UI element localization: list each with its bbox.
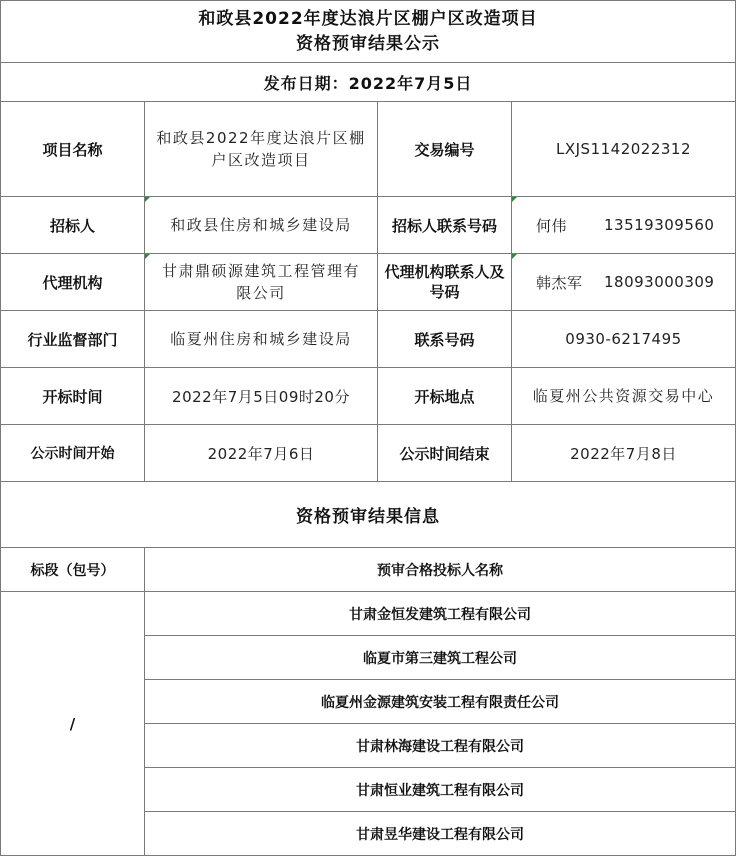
agency-contact-name: 韩杰军: [536, 273, 583, 292]
tenderer-value: 和政县住房和城乡建设局: [170, 216, 352, 234]
tenderer-contact-phone: 13519309560: [604, 216, 715, 234]
tenderer-label: 招标人: [49, 216, 95, 235]
notice-start-label: 公示时间开始: [30, 446, 115, 462]
bidder-row: 临夏市第三建筑工程公司: [363, 650, 517, 667]
notice-end-value: 2022年7月8日: [570, 444, 677, 463]
lot-column-header: 标段（包号）: [30, 562, 115, 579]
tenderer-contact-label: 招标人联系号码: [391, 216, 497, 235]
agency-value: 甘肃鼎硕源建筑工程管理有限公司: [161, 262, 360, 302]
results-section-title: 资格预审结果信息: [296, 507, 440, 527]
bidder-row: 临夏州金源建筑安装工程有限责任公司: [321, 694, 559, 711]
open-place-label: 开标地点: [414, 387, 475, 406]
tenderer-contact-name: 何伟: [536, 216, 568, 235]
notice-title: [0, 1, 736, 62]
bidder-row: 甘肃昱华建设工程有限公司: [356, 826, 524, 843]
notice-end-label: 公示时间结束: [399, 444, 490, 463]
title-line-1: 和政县2022年度达浪片区棚户区改造项目: [198, 8, 538, 29]
agency-label: 代理机构: [42, 273, 103, 292]
open-place-value: 临夏州公共资源交易中心: [532, 387, 715, 405]
supervisor-label: 行业监督部门: [27, 330, 118, 349]
project-name-label: 项目名称: [42, 140, 103, 159]
notice-start-value: 2022年7月6日: [207, 444, 315, 463]
supervisor-phone-value: 0930-6217495: [565, 330, 682, 348]
trade-no-label: 交易编号: [414, 140, 475, 159]
open-time-label: 开标时间: [42, 387, 103, 406]
trade-no-value: LXJS1142022312: [555, 140, 691, 158]
lot-value: /: [69, 714, 76, 733]
agency-contact-value: [512, 254, 735, 310]
bidders-column-header: 预审合格投标人名称: [377, 562, 503, 579]
publish-date: 发布日期：2022年7月5日: [263, 73, 473, 93]
agency-contact-phone: 18093000309: [604, 273, 715, 291]
bidder-row: 甘肃金恒发建筑工程有限公司: [349, 606, 531, 623]
title-line-2: 资格预审结果公示: [296, 33, 440, 54]
supervisor-value: 临夏州住房和城乡建设局: [170, 330, 352, 348]
supervisor-phone-label: 联系号码: [414, 330, 475, 349]
open-time-value: 2022年7月5日09时20分: [172, 387, 350, 406]
project-name-value: 和政县2022年度达浪片区棚户区改造项目: [156, 129, 366, 169]
tenderer-contact-value: [512, 197, 735, 253]
bidder-row: 甘肃林海建设工程有限公司: [356, 738, 524, 755]
agency-contact-label: 代理机构联系人及号码: [384, 263, 505, 301]
bidder-row: 甘肃恒业建筑工程有限公司: [356, 782, 524, 799]
